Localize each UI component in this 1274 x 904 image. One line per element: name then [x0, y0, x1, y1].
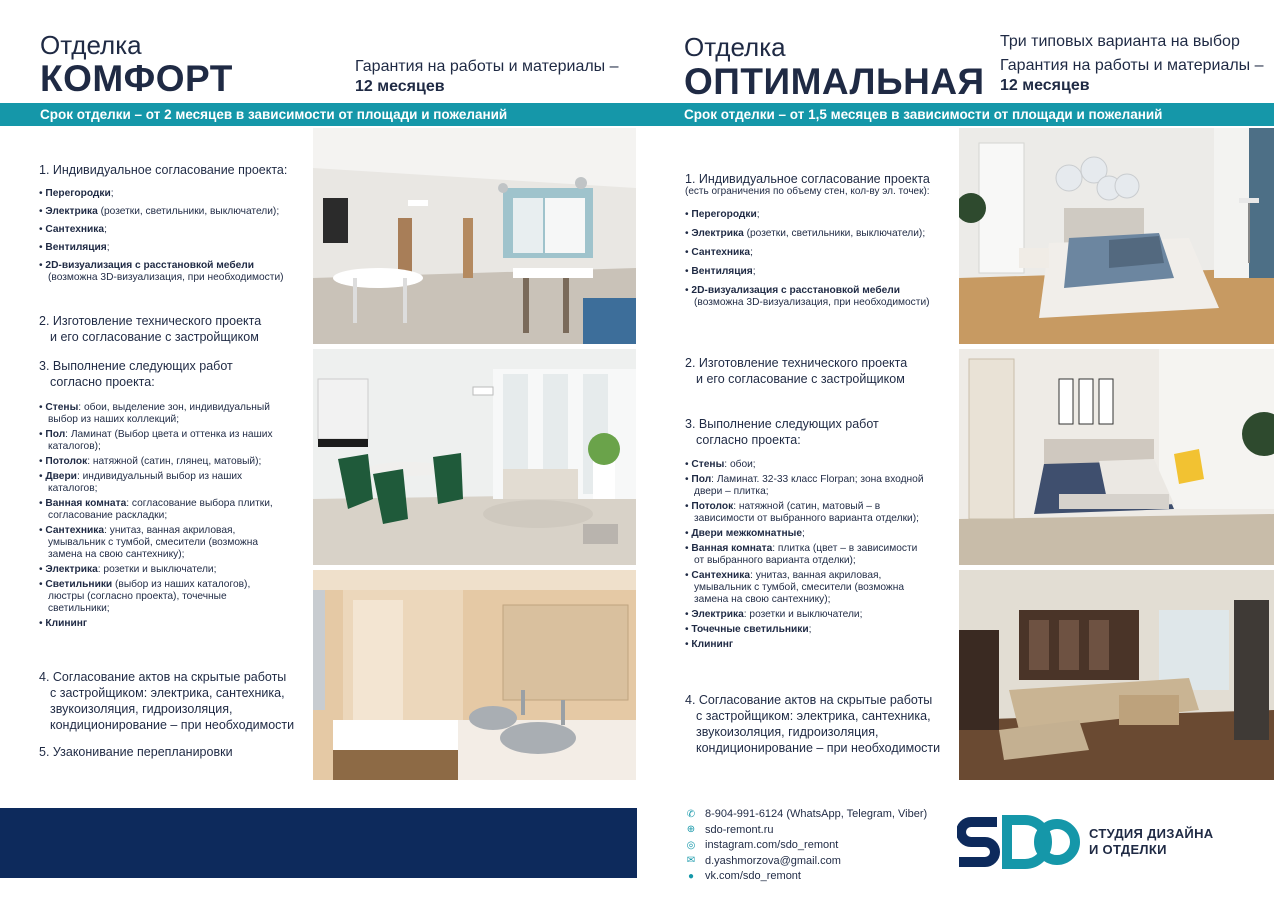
sdo-logo-graphic: [957, 814, 1082, 870]
left-s3-item: [39, 618, 314, 630]
left-s3-item-text: : розетки и выключатели;: [97, 564, 217, 575]
left-s1-item-bold: Электрика: [45, 206, 98, 217]
left-s1-item-bold: Вентиляция: [45, 242, 107, 253]
left-s3-item-bold: Стены: [45, 402, 79, 413]
logo-text: [1089, 826, 1213, 858]
right-s3-item: [685, 501, 960, 525]
left-section-4-line1: 4. Согласование актов на скрытые работы: [39, 670, 287, 684]
logo-line2: И ОТДЕЛКИ: [1089, 842, 1167, 857]
left-s1-item: [39, 188, 314, 200]
right-s1-item-bold: Перегородки: [691, 209, 757, 220]
left-section-4-line4: кондиционирование – при необходимости: [50, 718, 295, 732]
left-s3-item-text: : унитаз, ванная акриловая,: [104, 525, 236, 536]
right-s3-item-bold: Двери межкомнатные: [691, 528, 802, 539]
right-s3-item-line: • Сантехника: унитаз, ванная акриловая,: [685, 570, 882, 581]
kitchen-living-photo: [313, 128, 636, 344]
right-s3-item: [685, 474, 960, 498]
right-section-4-line2: с застройщиком: электрика, сантехника,: [696, 709, 931, 723]
right-s1-item-text: ;: [752, 266, 756, 277]
right-section-1-list: [685, 209, 960, 316]
left-s3-item-line: • Двери: индивидуальный выбор из наших: [39, 471, 243, 482]
right-section-1-title: 1. Индивидуальное согласование проекта: [685, 172, 930, 186]
right-s3-item-text: : обои;: [724, 459, 756, 470]
right-s3-item: [685, 624, 960, 636]
bathroom-photo: [313, 570, 636, 780]
right-s1-item: [685, 285, 960, 309]
left-s3-item-bold: Электрика: [45, 564, 98, 575]
right-s3-item-line: • Потолок: натяжной (сатин, матовый – в: [685, 501, 881, 512]
right-s3-item: [685, 609, 960, 621]
left-s3-item-line: • Потолок: натяжной (сатин, глянец, матовый);: [39, 456, 262, 467]
left-s1-item-line: • Сантехника;: [39, 224, 107, 235]
right-s1-item-bold: 2D-визуализация с расстановкой мебели: [691, 285, 901, 296]
left-section-1-title: 1. Индивидуальное согласование проекта:: [39, 163, 288, 177]
right-s1-item-text: ;: [756, 209, 760, 220]
right-s3-item: [685, 543, 960, 567]
left-s3-item-line: • Электрика: розетки и выключатели;: [39, 564, 217, 575]
left-s3-item-continuation: люстры (согласно проекта), точечные: [48, 591, 227, 602]
contact-phone: [685, 807, 927, 823]
right-s3-item-text: ;: [801, 528, 805, 539]
left-s3-item-continuation: светильники;: [48, 603, 110, 614]
left-s1-item-continuation: (возможна 3D-визуализация, при необходимости): [48, 272, 284, 283]
right-s1-item-text: ;: [750, 247, 753, 258]
left-s3-item-text: : натяжной (сатин, глянец, матовый);: [87, 456, 262, 467]
left-s1-item-line: • 2D-визуализация с расстановкой мебели: [39, 260, 255, 271]
right-s1-item-bold: Вентиляция: [691, 266, 753, 277]
left-section-2-line1: 2. Изготовление технического проекта: [39, 314, 262, 328]
right-s1-item-continuation: (возможна 3D-визуализация, при необходимости): [694, 297, 930, 308]
right-s3-item-line: • Стены: обои;: [685, 459, 756, 470]
left-section-5: 5. Узаконивание перепланировки: [39, 745, 233, 759]
right-section-4-line3: звукоизоляция, гидроизоляция,: [696, 725, 879, 739]
left-s1-item: [39, 224, 314, 236]
left-s3-item: [39, 456, 314, 468]
right-s3-item-bold: Пол: [691, 474, 712, 485]
left-s1-item-line: • Электрика (розетки, светильники, выключатели);: [39, 206, 280, 217]
right-s1-item-bold: Сантехника: [691, 247, 751, 258]
left-s1-item-line: • Вентиляция;: [39, 242, 110, 253]
left-s3-item: [39, 402, 314, 426]
right-s3-item-continuation: от выбранного варианта отделки);: [694, 555, 856, 566]
right-s3-item-text: : Ламинат. 32-33 класс Florpan; зона входной: [711, 474, 924, 485]
left-guarantee: [355, 57, 619, 97]
right-s1-item-text: (розетки, светильники, выключатели);: [743, 228, 926, 239]
contact-instagram: [685, 838, 927, 854]
left-duration-band: Срок отделки – от 2 месяцев в зависимости от площади и пожеланий: [0, 103, 637, 126]
left-s1-item-text: ;: [104, 224, 107, 235]
left-guarantee-line2: 12 месяцев: [355, 78, 445, 95]
right-s3-item-bold: Стены: [691, 459, 725, 470]
left-s3-item-bold: Пол: [45, 429, 66, 440]
left-section-3: [39, 358, 233, 390]
right-section-2-line1: 2. Изготовление технического проекта: [685, 356, 908, 370]
left-s3-item-continuation: выбор из наших коллекций;: [48, 414, 180, 425]
left-section-3-list: [39, 402, 314, 633]
instagram-icon: ◎: [686, 839, 696, 851]
vk-icon: ●: [687, 870, 695, 882]
right-s3-item-line: • Электрика: розетки и выключатели;: [685, 609, 863, 620]
left-section-4: [39, 669, 294, 733]
right-s3-item: [685, 528, 960, 540]
right-section-3-line2: согласно проекта:: [696, 433, 801, 447]
left-s3-item-bold: Светильники: [45, 579, 113, 590]
left-s3-item-line: • Стены: обои, выделение зон, индивидуальный: [39, 402, 270, 413]
right-section-4-line1: 4. Согласование актов на скрытые работы: [685, 693, 933, 707]
left-s1-item-bold: 2D-визуализация с расстановкой мебели: [45, 260, 255, 271]
logo-line1: СТУДИЯ ДИЗАЙНА: [1089, 826, 1214, 841]
left-s3-item-bold: Клининг: [45, 618, 88, 629]
right-s1-item: [685, 247, 960, 259]
right-s3-item-bold: Ванная комната: [691, 543, 773, 554]
phone-icon: ✆: [686, 808, 696, 820]
left-s3-item-line: • Сантехника: унитаз, ванная акриловая,: [39, 525, 236, 536]
left-section-3-line1: 3. Выполнение следующих работ: [39, 359, 233, 373]
left-s3-item: [39, 471, 314, 495]
left-s3-item-bold: Ванная комната: [45, 498, 127, 509]
left-s1-item: [39, 260, 314, 284]
contact-site-text[interactable]: sdo-remont.ru: [705, 823, 774, 836]
left-s3-item-text: : согласование выбора плитки,: [126, 498, 273, 509]
right-s3-item-continuation: умывальник с тумбой, смесители (возможна: [694, 582, 905, 593]
right-section-3-line1: 3. Выполнение следующих работ: [685, 417, 879, 431]
right-section-4: [685, 692, 940, 756]
sdo-logo-mark: [957, 814, 1082, 870]
contact-email: [685, 854, 927, 870]
left-s3-item-text: : Ламинат (Выбор цвета и оттенка из наших: [65, 429, 273, 440]
right-s3-item-bold: Электрика: [691, 609, 744, 620]
left-s1-item-line: • Перегородки;: [39, 188, 114, 199]
right-s3-item-bold: Сантехника: [691, 570, 751, 581]
left-s1-item-text: (розетки, светильники, выключатели);: [97, 206, 280, 217]
left-s3-item-bold: Сантехника: [45, 525, 105, 536]
left-section-2: [39, 313, 261, 345]
left-s3-item-text: (выбор из наших каталогов),: [112, 579, 251, 590]
left-s3-item-text: : индивидуальный выбор из наших: [76, 471, 243, 482]
right-s3-item-continuation: замена на свою сантехнику);: [694, 594, 831, 605]
right-s3-item-bold: Потолок: [691, 501, 734, 512]
right-s3-item-bold: Точечные светильники: [691, 624, 809, 635]
right-s3-item: [685, 459, 960, 471]
left-s3-item-continuation: каталогов;: [48, 483, 98, 494]
left-s1-item-bold: Перегородки: [45, 188, 111, 199]
living-room-photo: [313, 349, 636, 565]
right-s1-item-line: • Перегородки;: [685, 209, 760, 220]
right-title-small: Отделка: [684, 32, 786, 62]
right-s3-item-line: • Ванная комната: плитка (цвет – в зависимости: [685, 543, 918, 554]
right-guarantee-line1: Гарантия на работы и материалы –: [1000, 57, 1264, 74]
right-s1-item-line: • 2D-визуализация с расстановкой мебели: [685, 285, 901, 296]
right-s1-item-line: • Вентиляция;: [685, 266, 756, 277]
right-s3-item-line: • Двери межкомнатные;: [685, 528, 805, 539]
right-s1-item-bold: Электрика: [691, 228, 744, 239]
left-s3-item-continuation: каталогов);: [48, 441, 101, 452]
right-s3-item: [685, 639, 960, 651]
left-s3-item: [39, 525, 314, 561]
left-s1-item-bold: Сантехника: [45, 224, 105, 235]
right-guarantee-line2: 12 месяцев: [1000, 77, 1090, 94]
right-guarantee: [1000, 32, 1264, 96]
right-duration-band: Срок отделки – от 1,5 месяцев в зависимости от площади и пожеланий: [644, 103, 1274, 126]
right-s3-item-text: ;: [808, 624, 812, 635]
right-s3-item: [685, 570, 960, 606]
contact-site: [685, 823, 927, 839]
left-s3-item: [39, 579, 314, 615]
left-s3-item-bold: Потолок: [45, 456, 88, 467]
right-section-4-line4: кондиционирование – при необходимости: [696, 741, 941, 755]
left-s1-item: [39, 242, 314, 254]
contact-instagram-text[interactable]: instagram.com/sdo_remont: [705, 839, 839, 851]
contact-phone-text[interactable]: 8-904-991-6124 (WhatsApp, Telegram, Viber): [705, 808, 928, 820]
right-variants: Три типовых варианта на выбор: [1000, 33, 1240, 50]
left-s3-item-continuation: умывальник с тумбой, смесители (возможна: [48, 537, 259, 548]
right-s3-item-continuation: двери – плитка;: [694, 486, 769, 497]
left-s3-item-continuation: согласование раскладки;: [48, 510, 168, 521]
left-section-4-line3: звукоизоляция, гидроизоляция,: [50, 702, 233, 716]
right-s3-item-bold: Клининг: [691, 639, 734, 650]
left-s3-item-continuation: замена на свою сантехнику);: [48, 549, 185, 560]
left-s1-item-text: ;: [106, 242, 110, 253]
left-s3-item-line: • Ванная комната: согласование выбора плитки,: [39, 498, 273, 509]
living-room-beige-photo: [959, 570, 1274, 780]
globe-icon: ⊕: [686, 824, 696, 836]
left-s3-item-line: • Клининг: [39, 618, 88, 629]
right-section-2: [685, 355, 907, 387]
mail-icon: ✉: [686, 855, 696, 867]
right-s1-item: [685, 209, 960, 221]
right-s3-item-line: • Точечные светильники;: [685, 624, 812, 635]
right-s3-item-continuation: зависимости от выбранного варианта отделки);: [694, 513, 919, 524]
left-s3-item: [39, 564, 314, 576]
right-s1-item-line: • Сантехника;: [685, 247, 753, 258]
left-title-small: Отделка: [40, 30, 142, 60]
right-s1-item-line: • Электрика (розетки, светильники, выключатели);: [685, 228, 926, 239]
right-section-2-line2: и его согласование с застройщиком: [696, 372, 905, 386]
left-s3-item-bold: Двери: [45, 471, 77, 482]
right-section-1-note: (есть ограничения по объему стен, кол-ву эл. точек):: [685, 186, 930, 197]
left-section-3-line2: согласно проекта:: [50, 375, 155, 389]
footer-navy-bar: [0, 808, 637, 878]
contact-vk: [685, 869, 927, 885]
right-s3-item-text: : плитка (цвет – в зависимости: [772, 543, 918, 554]
right-section-3-list: [685, 459, 960, 654]
left-s3-item: [39, 429, 314, 453]
left-section-2-line2: и его согласование с застройщиком: [50, 330, 259, 344]
right-s1-item: [685, 266, 960, 278]
right-title-big: ОПТИМАЛЬНАЯ: [684, 61, 985, 102]
contacts-block: [685, 807, 927, 885]
right-s3-item-text: : натяжной (сатин, матовый – в: [733, 501, 881, 512]
left-section-4-line2: с застройщиком: электрика, сантехника,: [50, 686, 285, 700]
left-section-1-list: [39, 188, 314, 290]
bedroom-blue-photo: [959, 128, 1274, 344]
right-s1-item: [685, 228, 960, 240]
right-section-3: [685, 416, 879, 448]
left-guarantee-line1: Гарантия на работы и материалы –: [355, 58, 619, 75]
contact-vk-text[interactable]: vk.com/sdo_remont: [705, 870, 801, 882]
right-s3-item-text: : розетки и выключатели;: [743, 609, 863, 620]
bedroom-yellow-photo: [959, 349, 1274, 565]
left-title-big: КОМФОРТ: [40, 58, 233, 99]
left-s3-item: [39, 498, 314, 522]
left-s3-item-line: • Светильники (выбор из наших каталогов),: [39, 579, 251, 590]
right-s3-item-line: • Пол: Ламинат. 32-33 класс Florpan; зона входной: [685, 474, 924, 485]
left-s3-item-text: : обои, выделение зон, индивидуальный: [78, 402, 270, 413]
left-s1-item-text: ;: [110, 188, 114, 199]
left-s3-item-line: • Пол: Ламинат (Выбор цвета и оттенка из наших: [39, 429, 273, 440]
contact-email-text[interactable]: d.yashmorzova@gmail.com: [705, 854, 841, 867]
right-s3-item-line: • Клининг: [685, 639, 734, 650]
left-s1-item: [39, 206, 314, 218]
right-s3-item-text: : унитаз, ванная акриловая,: [750, 570, 882, 581]
